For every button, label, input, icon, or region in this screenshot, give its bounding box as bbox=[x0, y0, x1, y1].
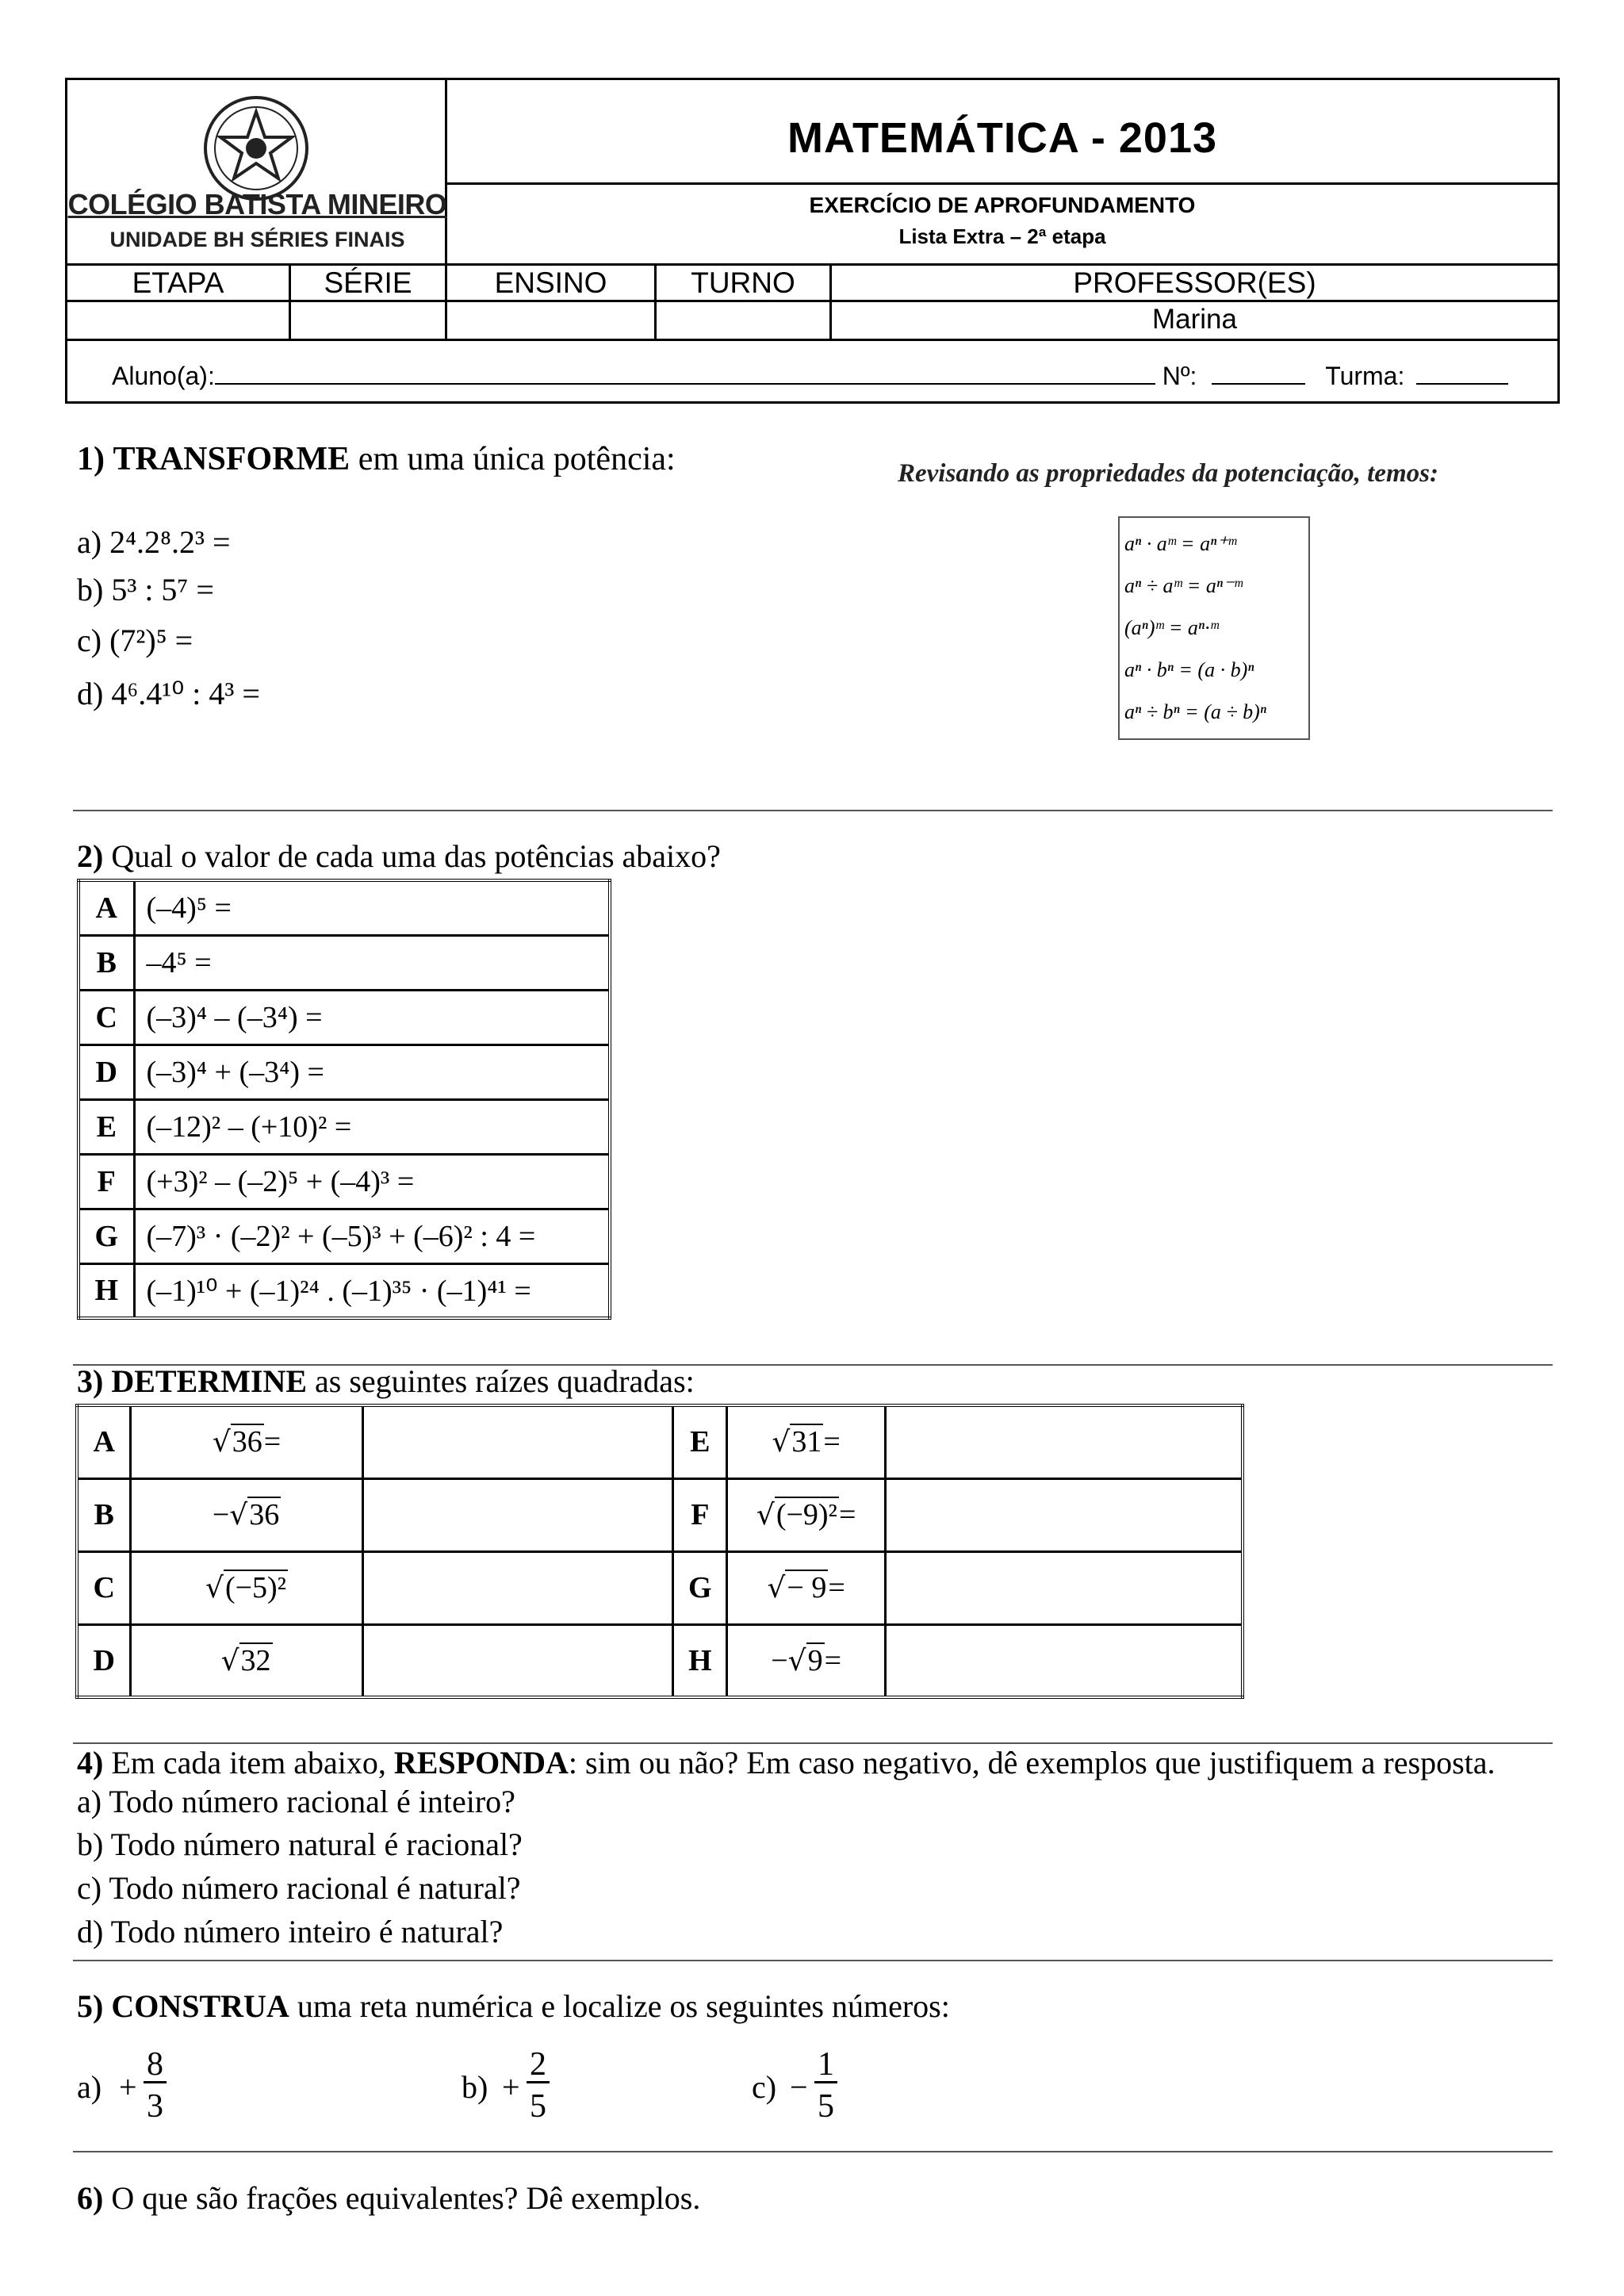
root-expression: √32 bbox=[131, 1624, 362, 1697]
section-divider bbox=[73, 810, 1553, 811]
student-name-field[interactable] bbox=[215, 362, 1155, 385]
header-val-professor[interactable]: Marina bbox=[1152, 304, 1237, 335]
row-expression: (–4)⁵ = bbox=[134, 880, 610, 935]
class-field[interactable] bbox=[1416, 362, 1508, 385]
row-expression: (–12)² – (+10)² = bbox=[134, 1099, 610, 1154]
q6-text: O que são frações equivalentes? Dê exemplos. bbox=[111, 2180, 701, 2216]
header-box bbox=[65, 78, 1560, 404]
row-expression: (–3)⁴ – (–3⁴) = bbox=[134, 990, 610, 1045]
answer-cell[interactable] bbox=[362, 1405, 673, 1478]
table-row bbox=[77, 1478, 1243, 1551]
answer-cell[interactable] bbox=[886, 1624, 1243, 1697]
q1-item-c bbox=[77, 623, 193, 658]
root-expression: √(−9)²= bbox=[727, 1478, 886, 1551]
table-row bbox=[77, 1624, 1243, 1697]
q4-item-label: d) bbox=[77, 1914, 104, 1949]
q4-number: 4) bbox=[77, 1745, 104, 1780]
root-suffix: = bbox=[824, 1643, 842, 1677]
q3-number: 3) bbox=[77, 1363, 104, 1399]
table-row bbox=[77, 1551, 1243, 1624]
student-info-line bbox=[112, 362, 1508, 391]
row-label: H bbox=[673, 1624, 727, 1697]
header-col-etapa: ETAPA bbox=[67, 266, 291, 302]
property-rule: (aⁿ)ᵐ = aⁿ·ᵐ bbox=[1124, 616, 1219, 639]
section-divider bbox=[73, 2151, 1553, 2152]
q2-number: 2) bbox=[77, 838, 104, 874]
q5-item-c-fraction bbox=[814, 2048, 837, 2123]
q3-keyword: DETERMINE bbox=[111, 1363, 308, 1399]
row-label: G bbox=[673, 1551, 727, 1624]
class-label: Turma: bbox=[1325, 362, 1405, 390]
q3-text: as seguintes raízes quadradas: bbox=[315, 1363, 695, 1399]
properties-heading: Revisando as propriedades da potenciação, temos: bbox=[898, 459, 1438, 488]
q1-item-label: d) bbox=[77, 676, 104, 711]
row-expression: –4⁵ = bbox=[134, 935, 610, 990]
root-expression: −√36 bbox=[131, 1478, 362, 1551]
fraction-numerator: 8 bbox=[144, 2048, 167, 2083]
root-radicand: 9 bbox=[807, 1643, 823, 1677]
header-val-serie[interactable] bbox=[291, 302, 447, 339]
root-radicand: 31 bbox=[791, 1425, 822, 1459]
q2-table bbox=[77, 879, 611, 1320]
q1-number: 1) bbox=[77, 441, 105, 477]
header-col-ensino: ENSINO bbox=[447, 266, 657, 302]
q1-item-label: a) bbox=[77, 524, 102, 560]
document-title: MATEMÁTICA - 2013 bbox=[787, 114, 1218, 162]
q5-keyword: CONSTRUA bbox=[111, 1988, 289, 2024]
q1-item-expr: 5³ : 5⁷ = bbox=[111, 572, 214, 608]
answer-cell[interactable] bbox=[886, 1405, 1243, 1478]
q4-item-text: Todo número inteiro é natural? bbox=[110, 1914, 504, 1949]
row-label: E bbox=[79, 1099, 134, 1154]
fraction-numerator: 1 bbox=[814, 2048, 837, 2083]
answer-cell[interactable] bbox=[886, 1551, 1243, 1624]
q4-item-text: Todo número natural é racional? bbox=[110, 1826, 523, 1862]
root-suffix: = bbox=[263, 1425, 282, 1459]
section-divider bbox=[73, 1960, 1553, 1961]
properties-box bbox=[1118, 516, 1310, 740]
q4-item-text: Todo número racional é natural? bbox=[109, 1870, 521, 1906]
q5-item-a-fraction bbox=[144, 2048, 167, 2123]
root-sign: − bbox=[212, 1498, 230, 1531]
q5-statement bbox=[77, 1989, 950, 2024]
fraction-denominator: 5 bbox=[818, 2088, 834, 2125]
row-label: D bbox=[77, 1624, 131, 1697]
row-label: A bbox=[77, 1405, 131, 1478]
table-row bbox=[79, 1209, 610, 1263]
table-row bbox=[79, 990, 610, 1045]
row-label: C bbox=[79, 990, 134, 1045]
row-label: F bbox=[673, 1478, 727, 1551]
table-row bbox=[79, 1099, 610, 1154]
header-val-ensino[interactable] bbox=[447, 302, 657, 339]
answer-cell[interactable] bbox=[886, 1478, 1243, 1551]
fraction-denominator: 3 bbox=[147, 2088, 163, 2125]
row-label: C bbox=[77, 1551, 131, 1624]
root-radicand: (−9)² bbox=[776, 1498, 837, 1531]
q2-text: Qual o valor de cada uma das potências abaixo? bbox=[111, 838, 721, 874]
q4-item-b bbox=[77, 1827, 523, 1862]
property-rule: aⁿ · bⁿ = (a · b)ⁿ bbox=[1124, 658, 1254, 681]
q1-item-expr: 2⁴.2⁸.2³ = bbox=[109, 524, 231, 560]
school-emblem-icon bbox=[202, 94, 310, 202]
q5-item-c-sign: − bbox=[790, 2069, 808, 2105]
q4-statement bbox=[77, 1746, 1496, 1780]
q1-item-expr: (7²)⁵ = bbox=[109, 623, 193, 658]
q5-item-a-sign: + bbox=[119, 2069, 137, 2105]
table-row bbox=[79, 1045, 610, 1099]
q4-item-d bbox=[77, 1915, 503, 1949]
root-expression: √(−5)² bbox=[131, 1551, 362, 1624]
property-rule: aⁿ · aᵐ = aⁿ⁺ᵐ bbox=[1124, 532, 1236, 555]
q4-keyword: RESPONDA bbox=[393, 1745, 569, 1780]
q1-keyword: TRANSFORME bbox=[113, 441, 350, 477]
root-expression: −√9= bbox=[727, 1624, 886, 1697]
root-expression: √31= bbox=[727, 1405, 886, 1478]
q5-number: 5) bbox=[77, 1988, 104, 2024]
root-sign: − bbox=[771, 1643, 788, 1677]
subtitle-cell bbox=[447, 185, 1557, 266]
number-label: Nº: bbox=[1162, 362, 1197, 390]
q1-item-label: b) bbox=[77, 572, 104, 608]
root-radicand: 36 bbox=[232, 1425, 262, 1459]
property-rule: aⁿ ÷ aᵐ = aⁿ⁻ᵐ bbox=[1124, 574, 1243, 597]
header-divider bbox=[67, 339, 1557, 341]
row-expression: (–3)⁴ + (–3⁴) = bbox=[134, 1045, 610, 1099]
q5-item-c-label: c) bbox=[752, 2069, 777, 2105]
q4-item-label: a) bbox=[77, 1784, 102, 1819]
fraction-numerator: 2 bbox=[527, 2048, 550, 2083]
root-radicand: 32 bbox=[240, 1643, 271, 1677]
root-suffix: = bbox=[828, 1571, 845, 1604]
student-number-field[interactable] bbox=[1212, 362, 1305, 385]
answer-cell[interactable] bbox=[362, 1624, 673, 1697]
root-radicand: − 9 bbox=[787, 1571, 827, 1604]
q5-item-a-label: a) bbox=[77, 2069, 102, 2105]
table-row bbox=[79, 1154, 610, 1209]
q5-item-b-label: b) bbox=[462, 2069, 488, 2105]
q1-text: em uma única potência: bbox=[358, 441, 676, 477]
root-radicand: 36 bbox=[249, 1498, 280, 1531]
root-suffix: = bbox=[823, 1425, 841, 1459]
row-expression: (–7)³ · (–2)² + (–5)³ + (–6)² : 4 = bbox=[134, 1209, 610, 1263]
q1-item-expr: 4⁶.4¹⁰ : 4³ = bbox=[111, 676, 260, 711]
table-row bbox=[79, 1263, 610, 1318]
q4-text: : sim ou não? Em caso negativo, dê exemplos que justifiquem a resposta. bbox=[568, 1745, 1496, 1780]
row-expression: (–1)¹⁰ + (–1)²⁴ . (–1)³⁵ · (–1)⁴¹ = bbox=[134, 1263, 610, 1318]
subtitle-list: Lista Extra – 2ª etapa bbox=[898, 224, 1106, 248]
q4-item-a bbox=[77, 1784, 515, 1819]
q6-number: 6) bbox=[77, 2180, 104, 2216]
title-cell bbox=[447, 80, 1557, 185]
row-label: G bbox=[79, 1209, 134, 1263]
q4-item-text: Todo número racional é inteiro? bbox=[109, 1784, 515, 1819]
root-expression: √− 9= bbox=[727, 1551, 886, 1624]
q4-item-label: c) bbox=[77, 1870, 102, 1906]
q1-statement bbox=[77, 441, 676, 477]
school-name: COLÉGIO BATISTA MINEIRO bbox=[67, 188, 447, 220]
q6-statement bbox=[77, 2181, 700, 2216]
answer-cell[interactable] bbox=[362, 1478, 673, 1551]
property-rule: aⁿ ÷ bⁿ = (a ÷ b)ⁿ bbox=[1124, 700, 1266, 723]
section-divider bbox=[73, 1742, 1553, 1744]
root-expression: √36= bbox=[131, 1405, 362, 1478]
q5-item-b-sign: + bbox=[502, 2069, 520, 2105]
q1-item-a bbox=[77, 525, 231, 560]
table-row bbox=[79, 935, 610, 990]
logo-cell bbox=[67, 80, 447, 266]
q3-table bbox=[75, 1404, 1244, 1699]
table-row bbox=[79, 880, 610, 935]
header-val-etapa[interactable] bbox=[67, 302, 291, 339]
q2-statement bbox=[77, 839, 721, 874]
root-suffix: = bbox=[838, 1498, 856, 1531]
q1-item-d bbox=[77, 677, 260, 711]
row-label: B bbox=[79, 935, 134, 990]
q4-intro: Em cada item abaixo, bbox=[111, 1745, 386, 1780]
row-label: D bbox=[79, 1045, 134, 1099]
student-label: Aluno(a): bbox=[112, 362, 215, 390]
row-label: E bbox=[673, 1405, 727, 1478]
table-row bbox=[77, 1405, 1243, 1478]
subtitle-exercise: EXERCÍCIO DE APROFUNDAMENTO bbox=[809, 193, 1196, 217]
row-label: H bbox=[79, 1263, 134, 1318]
q5-item-b-fraction bbox=[527, 2048, 550, 2123]
q1-item-label: c) bbox=[77, 623, 102, 658]
header-val-turno[interactable] bbox=[657, 302, 832, 339]
q5-text: uma reta numérica e localize os seguintes números: bbox=[297, 1988, 950, 2024]
q3-statement bbox=[77, 1364, 695, 1399]
row-label: F bbox=[79, 1154, 134, 1209]
q1-item-b bbox=[77, 573, 214, 608]
header-col-turno: TURNO bbox=[657, 266, 832, 302]
q4-item-c bbox=[77, 1871, 521, 1906]
fraction-denominator: 5 bbox=[530, 2088, 546, 2125]
row-expression: (+3)² – (–2)⁵ + (–4)³ = bbox=[134, 1154, 610, 1209]
header-col-serie: SÉRIE bbox=[291, 266, 447, 302]
root-radicand: (−5)² bbox=[224, 1571, 287, 1604]
school-unit: UNIDADE BH SÉRIES FINAIS bbox=[109, 228, 405, 251]
row-label: A bbox=[79, 880, 134, 935]
q4-item-label: b) bbox=[77, 1826, 104, 1862]
row-label: B bbox=[77, 1478, 131, 1551]
header-col-professor: PROFESSOR(ES) bbox=[832, 266, 1557, 302]
answer-cell[interactable] bbox=[362, 1551, 673, 1624]
